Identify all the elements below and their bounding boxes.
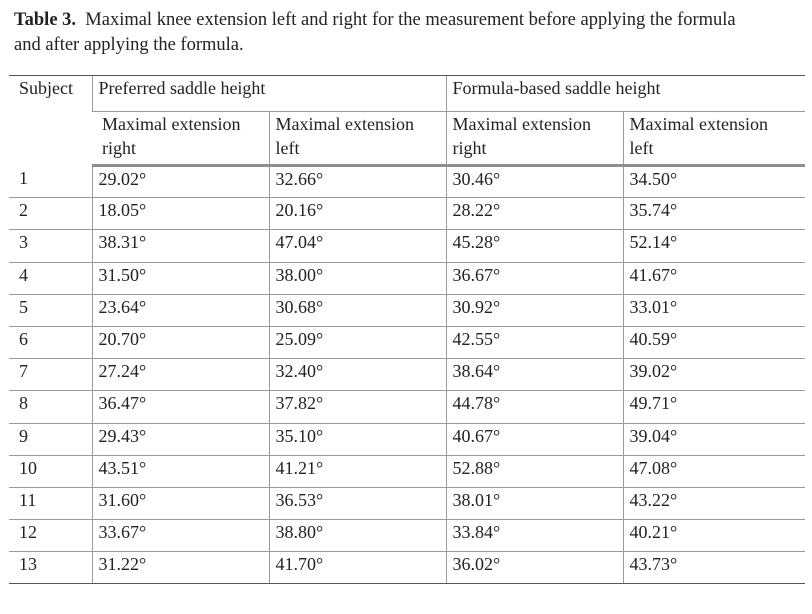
table-row <box>9 423 805 455</box>
subject-cell: 12 <box>9 520 92 552</box>
formula-right-cell: 42.55° <box>446 326 623 358</box>
preferred-left-cell: 41.70° <box>269 552 446 584</box>
preferred-right-cell: 31.22° <box>92 552 269 584</box>
preferred-right-cell: 29.43° <box>92 423 269 455</box>
column-header: Maximal extension right <box>92 112 269 166</box>
column-header: Maximal extension right <box>446 112 623 166</box>
subject-cell: 3 <box>9 230 92 262</box>
formula-left-cell: 43.73° <box>623 552 805 584</box>
formula-left-cell: 39.04° <box>623 423 805 455</box>
formula-left-cell: 33.01° <box>623 294 805 326</box>
subject-header: Subject <box>9 76 92 166</box>
subject-cell: 4 <box>9 262 92 294</box>
preferred-left-cell: 38.00° <box>269 262 446 294</box>
caption-text-1: Maximal knee extension left and right for the measurement before applying the formula <box>85 10 736 30</box>
formula-right-cell: 36.02° <box>446 552 623 584</box>
formula-right-cell: 28.22° <box>446 198 623 230</box>
preferred-left-cell: 47.04° <box>269 230 446 262</box>
table-row <box>9 326 805 358</box>
table-row <box>9 230 805 262</box>
preferred-right-cell: 20.70° <box>92 326 269 358</box>
caption-line-1 <box>14 8 812 33</box>
table-row <box>9 552 805 584</box>
formula-left-cell: 39.02° <box>623 359 805 391</box>
preferred-right-cell: 36.47° <box>92 391 269 423</box>
preferred-right-cell: 38.31° <box>92 230 269 262</box>
table-row <box>9 391 805 423</box>
formula-left-cell: 52.14° <box>623 230 805 262</box>
caption-label: Table 3. <box>14 10 77 30</box>
subject-cell: 6 <box>9 326 92 358</box>
formula-right-cell: 38.01° <box>446 487 623 519</box>
formula-left-cell: 41.67° <box>623 262 805 294</box>
table-row <box>9 520 805 552</box>
formula-right-cell: 38.64° <box>446 359 623 391</box>
column-header: Maximal extension left <box>623 112 805 166</box>
caption-line-2: and after applying the formula. <box>14 35 244 55</box>
subject-cell: 9 <box>9 423 92 455</box>
formula-right-cell: 52.88° <box>446 455 623 487</box>
preferred-left-cell: 25.09° <box>269 326 446 358</box>
table-row <box>9 262 805 294</box>
preferred-left-cell: 37.82° <box>269 391 446 423</box>
table-row <box>9 455 805 487</box>
table-row <box>9 487 805 519</box>
subject-cell: 1 <box>9 166 92 198</box>
preferred-left-cell: 36.53° <box>269 487 446 519</box>
formula-right-cell: 30.46° <box>446 166 623 198</box>
formula-right-cell: 33.84° <box>446 520 623 552</box>
preferred-right-cell: 31.60° <box>92 487 269 519</box>
preferred-right-cell: 27.24° <box>92 359 269 391</box>
table-body <box>9 166 805 584</box>
preferred-left-cell: 20.16° <box>269 198 446 230</box>
preferred-left-cell: 41.21° <box>269 455 446 487</box>
preferred-left-cell: 35.10° <box>269 423 446 455</box>
column-header: Maximal extension left <box>269 112 446 166</box>
table-row <box>9 294 805 326</box>
formula-right-cell: 45.28° <box>446 230 623 262</box>
preferred-right-cell: 31.50° <box>92 262 269 294</box>
table-caption <box>14 8 812 58</box>
formula-right-cell: 30.92° <box>446 294 623 326</box>
preferred-left-cell: 32.66° <box>269 166 446 198</box>
formula-left-cell: 40.21° <box>623 520 805 552</box>
formula-left-cell: 34.50° <box>623 166 805 198</box>
subject-cell: 5 <box>9 294 92 326</box>
subject-cell: 7 <box>9 359 92 391</box>
preferred-right-cell: 33.67° <box>92 520 269 552</box>
preferred-right-cell: 18.05° <box>92 198 269 230</box>
subject-cell: 11 <box>9 487 92 519</box>
subject-cell: 10 <box>9 455 92 487</box>
subject-cell: 13 <box>9 552 92 584</box>
table-row <box>9 166 805 198</box>
knee-extension-table <box>9 75 805 584</box>
subject-cell: 2 <box>9 198 92 230</box>
group-header-preferred: Preferred saddle height <box>92 76 446 112</box>
preferred-left-cell: 32.40° <box>269 359 446 391</box>
formula-right-cell: 36.67° <box>446 262 623 294</box>
formula-left-cell: 49.71° <box>623 391 805 423</box>
formula-left-cell: 43.22° <box>623 487 805 519</box>
table-row <box>9 198 805 230</box>
preferred-left-cell: 30.68° <box>269 294 446 326</box>
formula-right-cell: 44.78° <box>446 391 623 423</box>
formula-left-cell: 40.59° <box>623 326 805 358</box>
formula-left-cell: 35.74° <box>623 198 805 230</box>
header-row-groups <box>9 76 805 112</box>
preferred-right-cell: 43.51° <box>92 455 269 487</box>
preferred-left-cell: 38.80° <box>269 520 446 552</box>
header-row-columns <box>9 112 805 166</box>
group-header-formula: Formula-based saddle height <box>446 76 805 112</box>
subject-cell: 8 <box>9 391 92 423</box>
table-row <box>9 359 805 391</box>
formula-right-cell: 40.67° <box>446 423 623 455</box>
formula-left-cell: 47.08° <box>623 455 805 487</box>
preferred-right-cell: 23.64° <box>92 294 269 326</box>
preferred-right-cell: 29.02° <box>92 166 269 198</box>
